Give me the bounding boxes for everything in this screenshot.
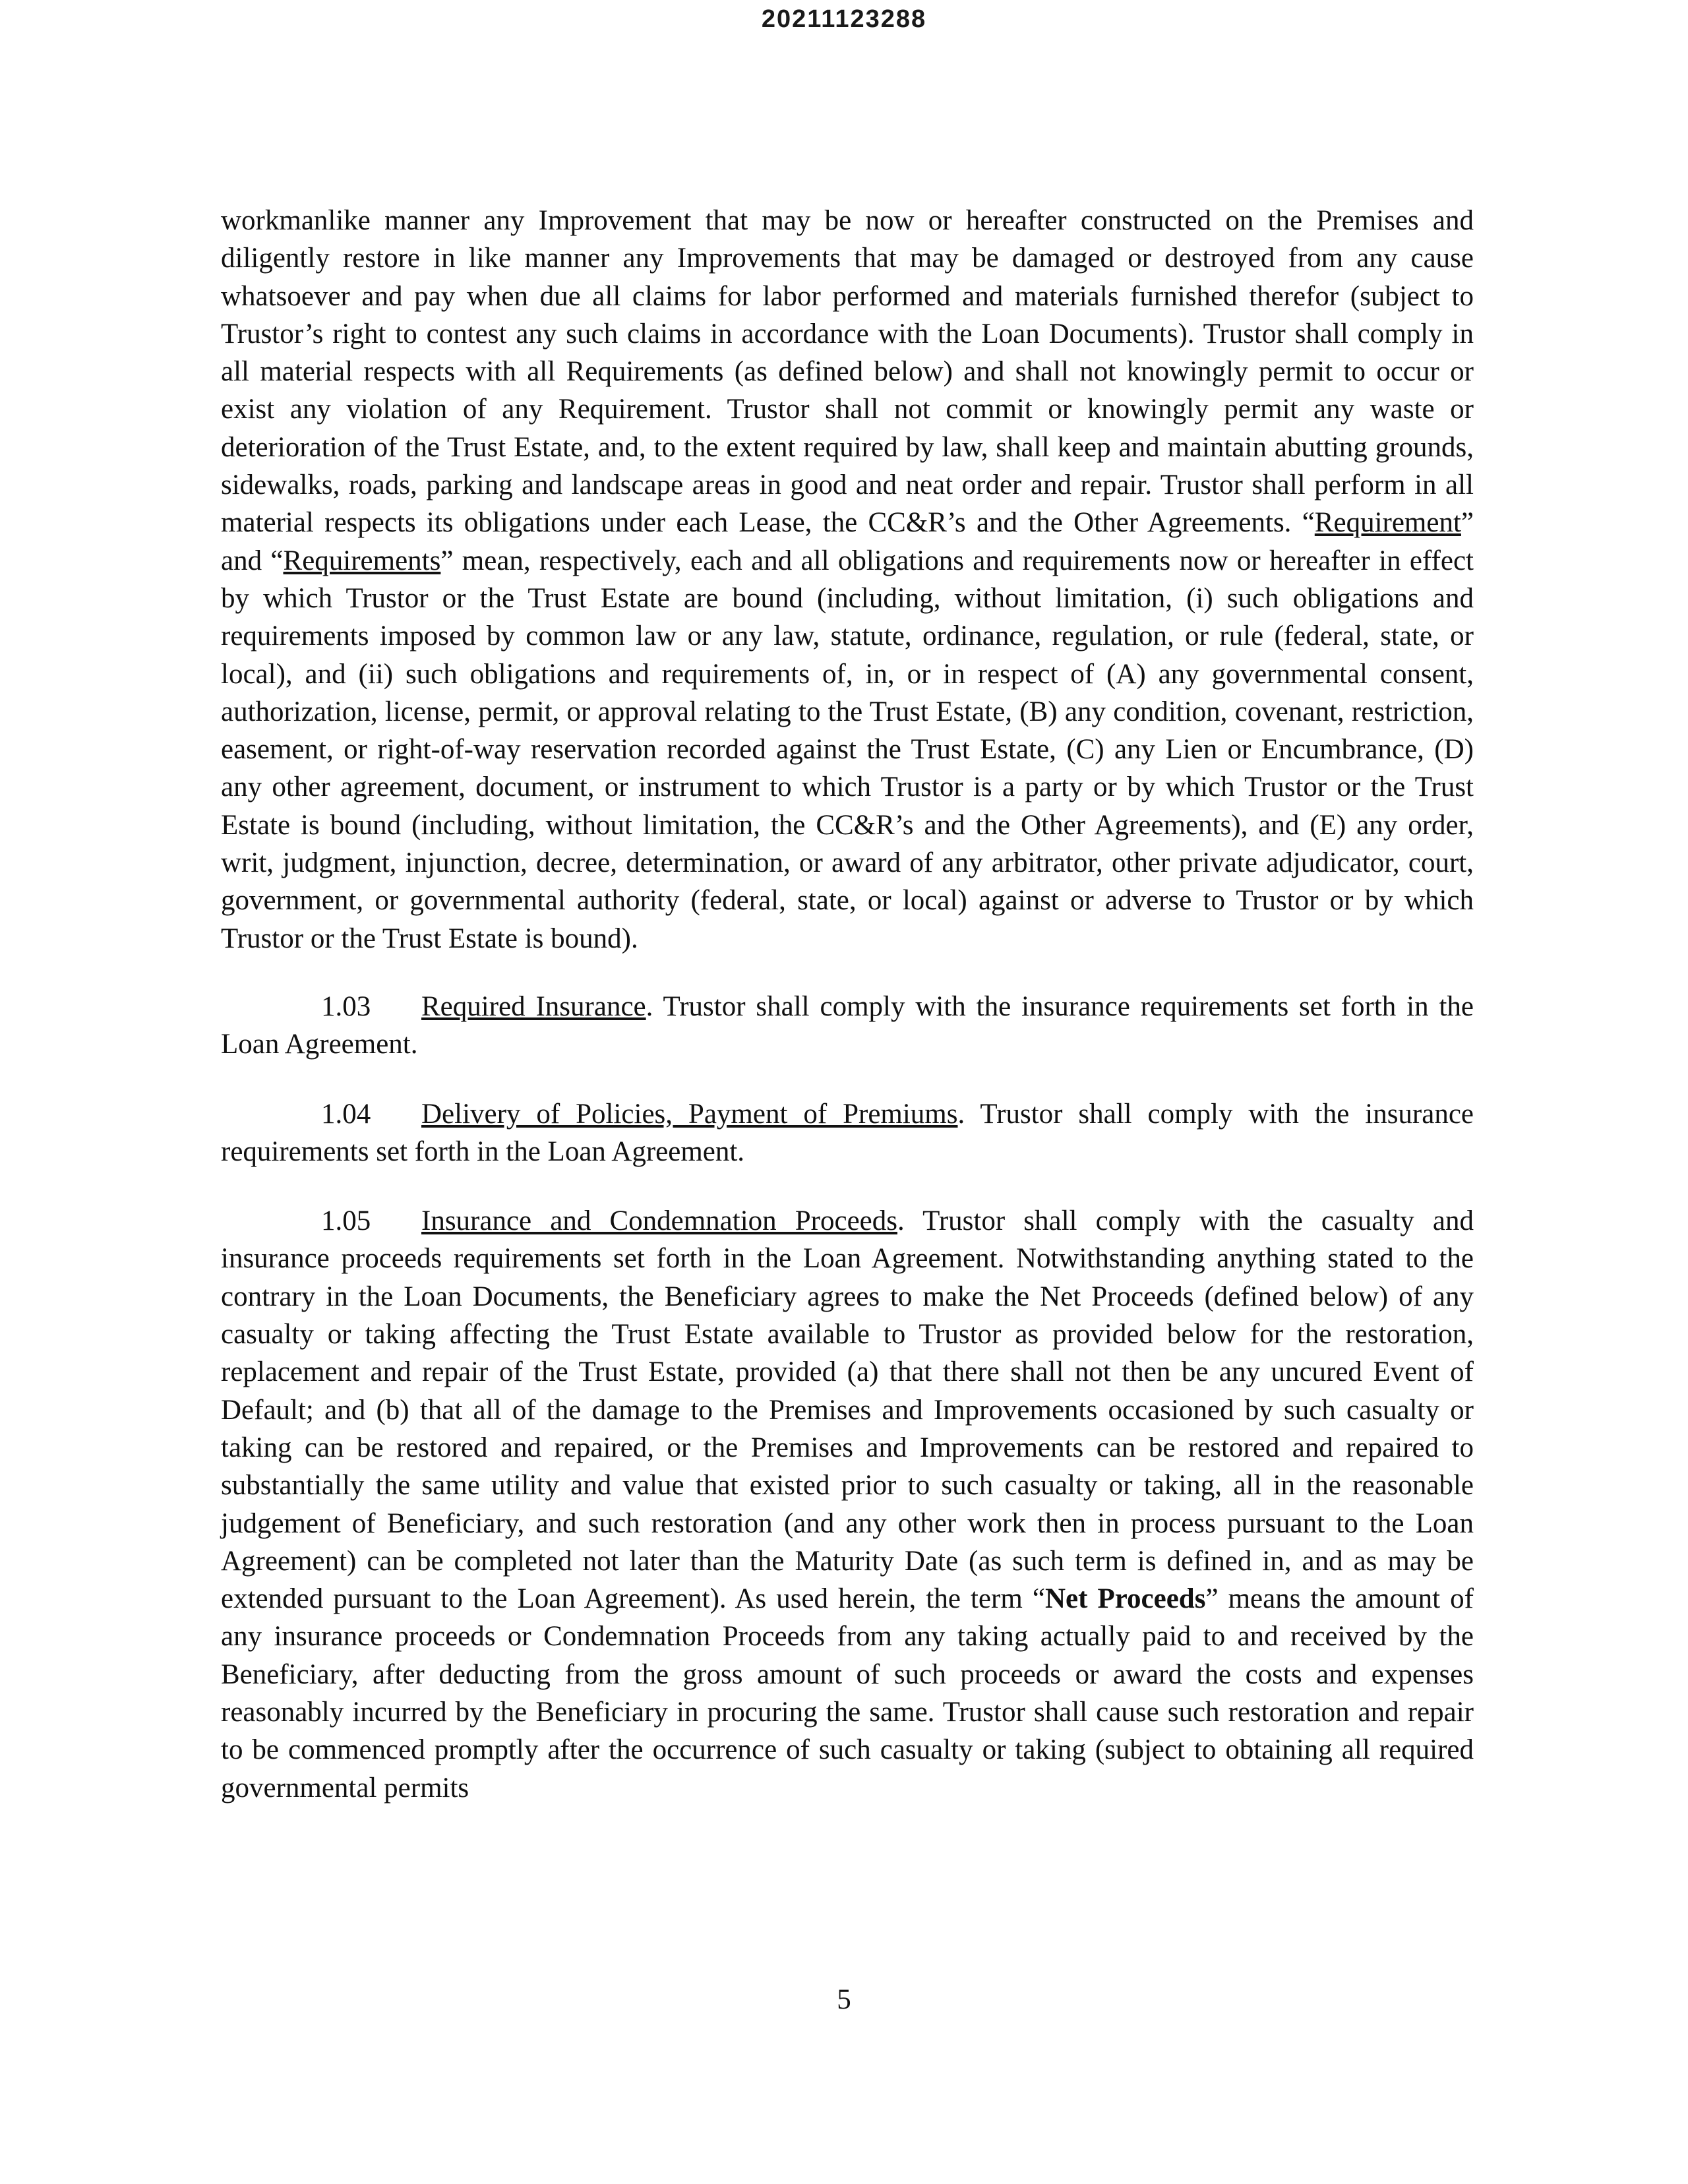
section-number: 1.03	[321, 990, 371, 1022]
section-text: . Trustor shall comply with the casualty and insurance proceeds requirements set forth in the Loan Agreement. Notwithstanding anything stated to the contrary in the Loan Documents, the Beneficiary agrees to make the Net Proceeds (defined below) of any casualty or taking affecting the Trust Estate available to Trustor as provided below for the restoration, replacement and repair of the Trust Estate, provided (a) that there shall not then be any uncured Event of Default; and (b) that all of the damage to the Premises and Improvements occasioned by such casualty or taking can be restored and repaired, or the Premises and Improvements can be restored and repaired to substantially the same utility and value that existed prior to such casualty or taking, all in the reasonable judgement of Beneficiary, and such restoration (and any other work then in process pursuant to the Loan Agreement) can be completed not later than the Maturity Date (as such term is defined in, and as may be extended pursuant to the Loan Agreement). As used herein, the term “	[221, 1205, 1474, 1615]
section-1-03	[221, 988, 1474, 1064]
section-heading: Required Insurance	[421, 990, 646, 1022]
section-number: 1.04	[321, 1098, 371, 1130]
section-text: ” means the amount of any insurance proceeds or Condemnation Proceeds from any taking actually paid to and received by the Beneficiary, after deducting from the gross amount of such proceeds or award the costs and expenses reasonably incurred by the Beneficiary in procuring the same. Trustor shall cause such restoration and repair to be commenced promptly after the occurrence of such casualty or taking (subject to obtaining all required governmental permits	[221, 1583, 1474, 1804]
page-number: 5	[837, 1984, 851, 2015]
section-1-04	[221, 1095, 1474, 1171]
section-1-05	[221, 1202, 1474, 1807]
recording-number: 20211123288	[761, 5, 927, 33]
defined-term-requirements: Requirements	[283, 545, 441, 576]
section-number: 1.05	[321, 1205, 371, 1237]
section-text: . Trustor shall comply with the insurance requirements set forth in the Loan Agreement.	[221, 990, 1474, 1060]
paragraph-text: ” mean, respectively, each and all obligations and requirements now or hereafter in effect by which Trustor or the Trust Estate are bound (including, without limitation, (i) such obligations and requirements imposed by common law or any law, statute, ordinance, regulation, or rule (federal, state, or local), and (ii) such obligations and requirements of, in, or in respect of (A) any governmental consent, authorization, license, permit, or approval relating to the Trust Estate, (B) any condition, covenant, restriction, easement, or right-of-way reservation recorded against the Trust Estate, (C) any Lien or Encumbrance, (D) any other agreement, document, or instrument to which Trustor is a party or by which Trustor or the Trust Estate is bound (including, without limitation, the CC&R’s and the Other Agreements), and (E) any order, writ, judgment, injunction, decree, determination, or award of any arbitrator, other private adjudicator, court, government, or governmental authority (federal, state, or local) against or adverse to Trustor or by which Trustor or the Trust Estate is bound).	[221, 545, 1474, 954]
document-body	[221, 202, 1474, 1838]
paragraph-continuation	[221, 202, 1474, 957]
section-heading: Insurance and Condemnation Proceeds	[421, 1205, 897, 1237]
section-heading: Delivery of Policies, Payment of Premiums	[421, 1098, 958, 1130]
defined-term-net-proceeds: Net Proceeds	[1044, 1583, 1206, 1615]
paragraph-text: ” and “	[221, 507, 1474, 576]
defined-term-requirement: Requirement	[1314, 507, 1461, 539]
section-text: . Trustor shall comply with the insurance requirements set forth in the Loan Agreement.	[221, 1098, 1474, 1167]
paragraph-text: workmanlike manner any Improvement that may be now or hereafter constructed on the Premises and diligently restore in like manner any Improvements that may be damaged or destroyed from any cause whatsoever and pay when due all claims for labor performed and materials furnished therefor (subject to Trustor’s right to contest any such claims in accordance with the Loan Documents). Trustor shall comply in all material respects with all Requirements (as defined below) and shall not knowingly permit to occur or exist any violation of any Requirement. Trustor shall not commit or knowingly permit any waste or deterioration of the Trust Estate, and, to the extent required by law, shall keep and maintain abutting grounds, sidewalks, roads, parking and landscape areas in good and neat order and repair. Trustor shall perform in all material respects its obligations under each Lease, the CC&R’s and the Other Agreements. “	[221, 205, 1474, 539]
